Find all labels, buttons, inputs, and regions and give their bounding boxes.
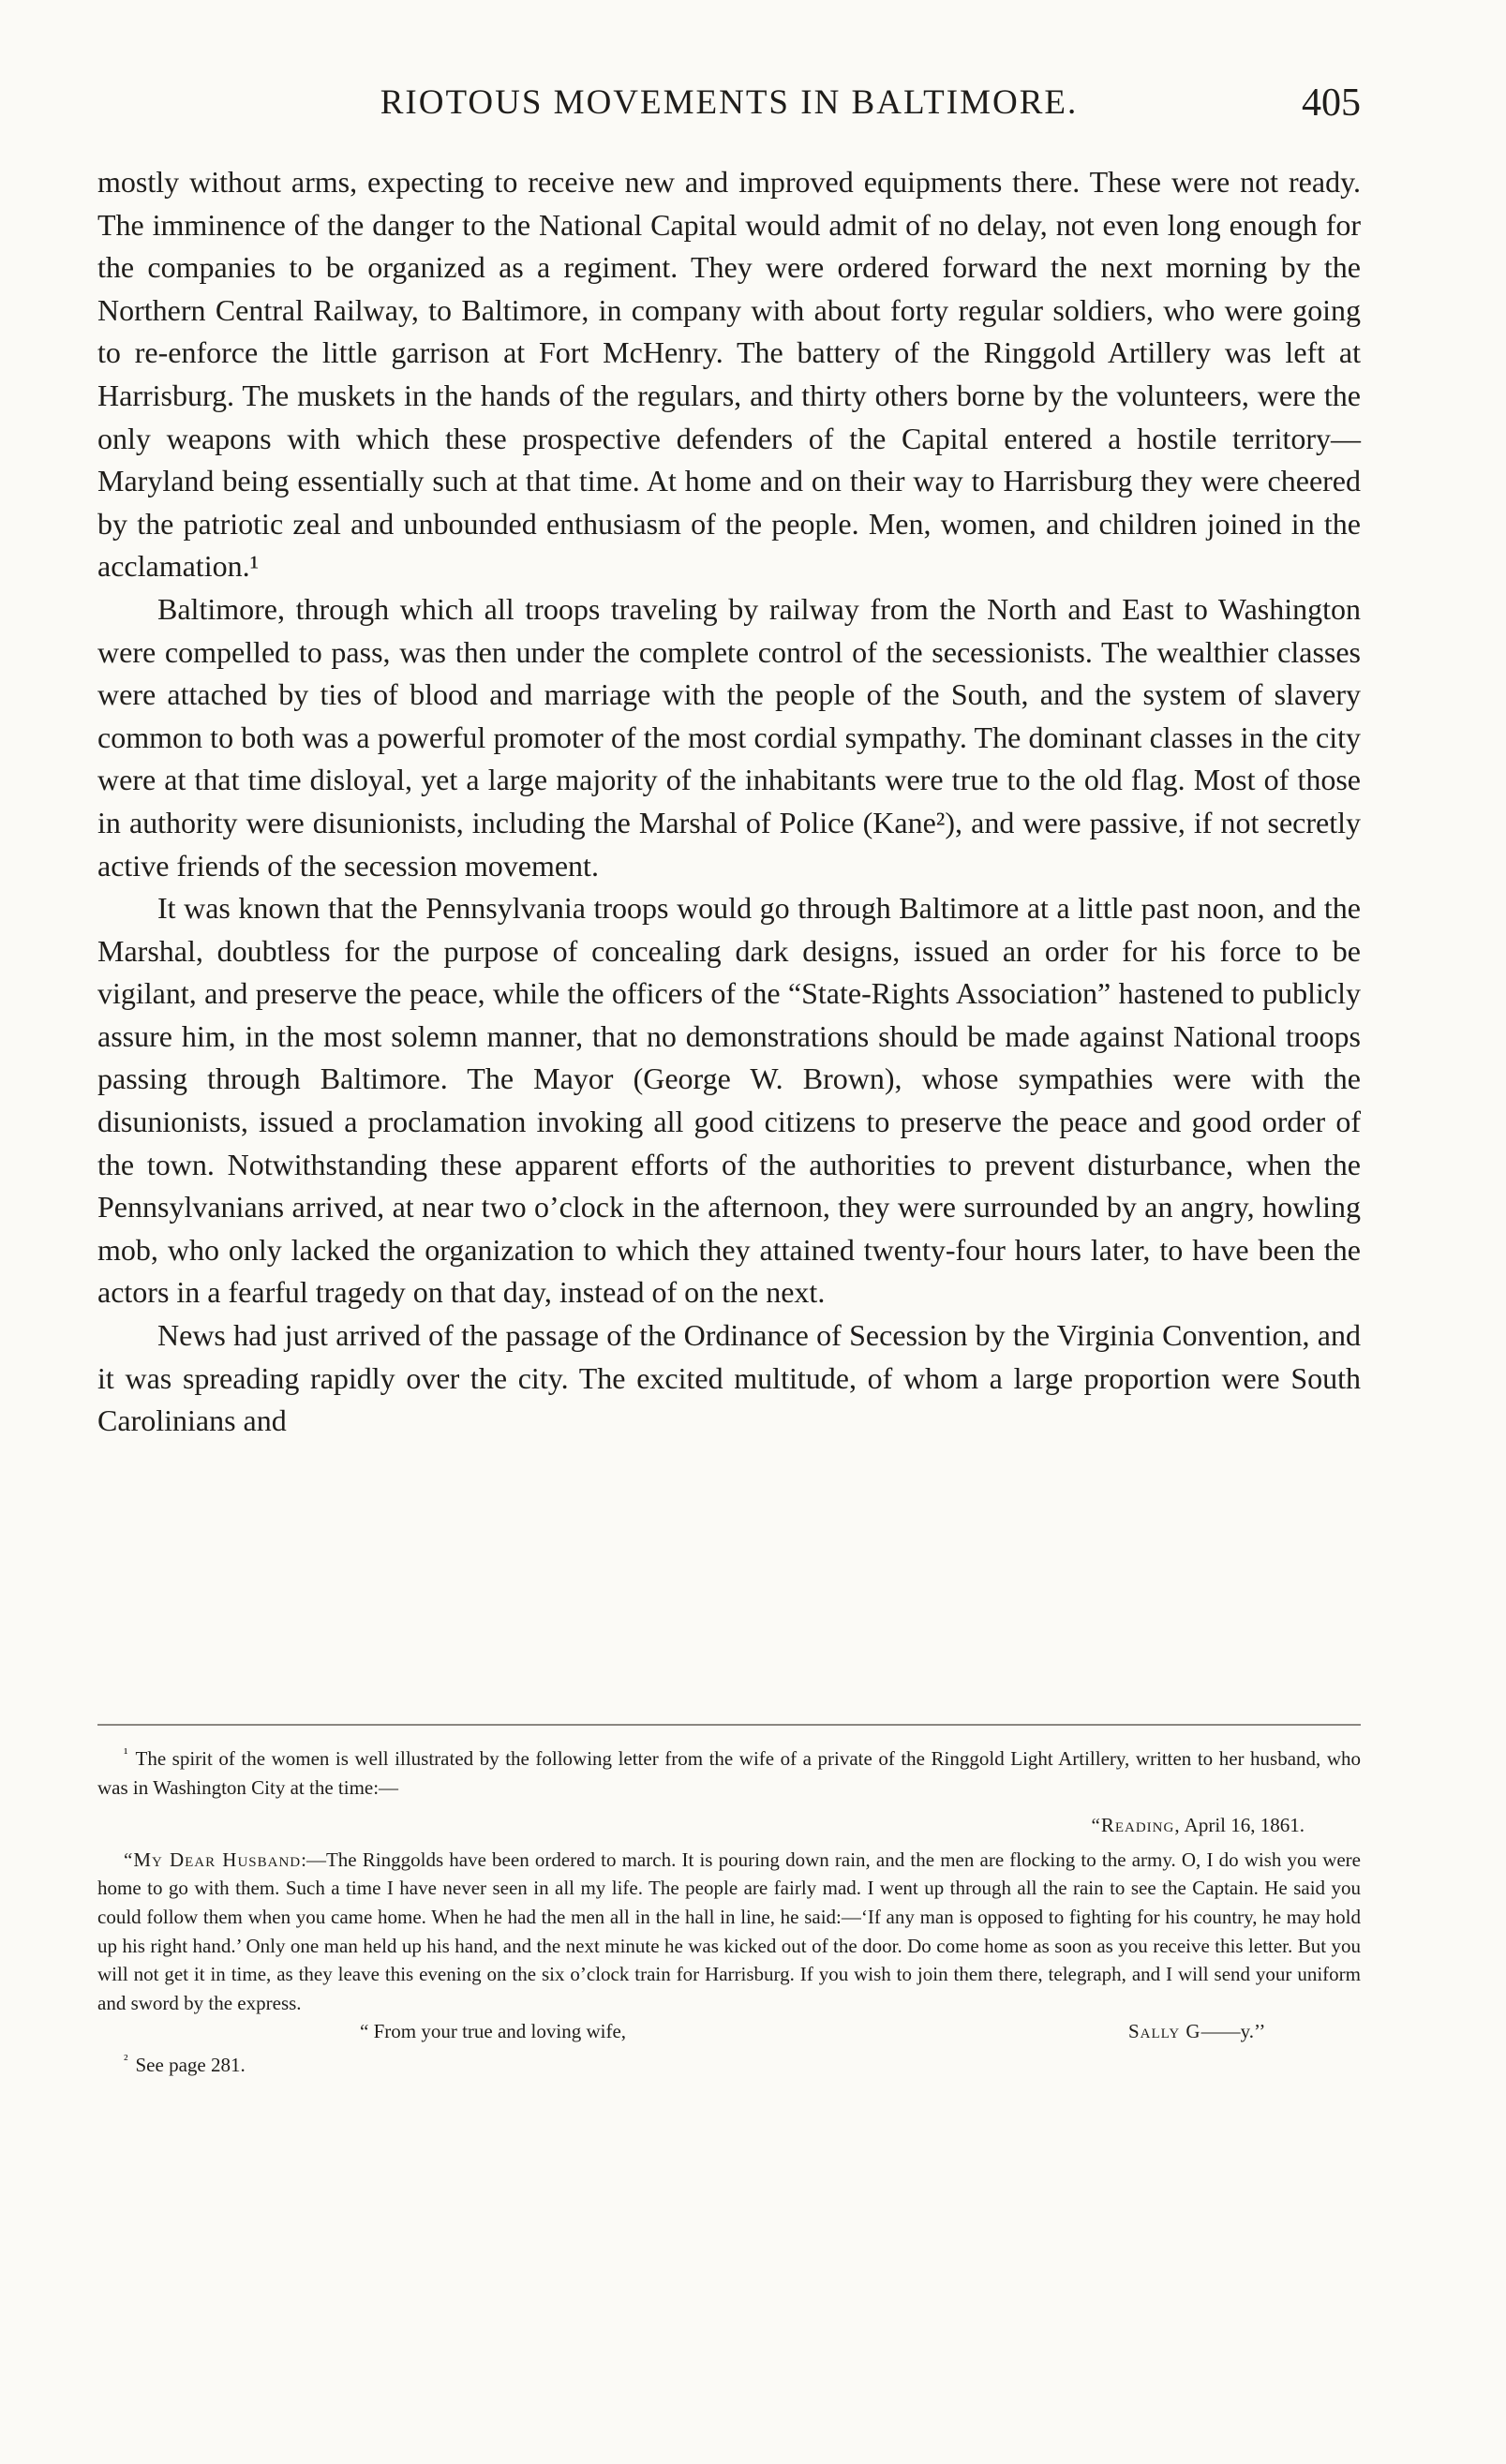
paragraph-3: It was known that the Pennsylvania troops would go through Baltimore at a little past noon, and the Marshal, doubtless for the purpose of concealing dark designs, issued an order for his force to be vigilant, and preserve the peace, while the officers of the “State-Rights Association” hastened to publicly assure him, in the most solemn manner, that no demonstrations should be made against National troops passing through Baltimore. The Mayor (George W. Brown), whose sympathies were with the disunionists, issued a proclamation invoking all good citizens to preserve the peace and good order of the town. Notwithstanding these apparent efforts of the authorities to prevent disturbance, when the Pennsylvanians arrived, at near two o’clock in the afternoon, they were surrounded by an angry, howling mob, who only lacked the organization to which they attained twenty-four hours later, to have been the actors in a fearful tragedy on that day, instead of on the next. (97, 891, 1361, 1310)
footnote-1-intro (97, 1744, 1361, 1802)
letter-valediction: “ From your true and loving wife, (360, 2020, 627, 2043)
letter-dateline-date: April 16, 1861. (1184, 1814, 1305, 1837)
footnote-1-intro-text: The spirit of the women is well illustrated by the following letter from the wife of a private of the Ringgold Light Artillery, written to her husband, who was in Washington City at the time:— (97, 1747, 1361, 1799)
footnotes (97, 1744, 1361, 2080)
letter-dateline-place: “Reading, (1091, 1814, 1181, 1837)
paragraph-4: News had just arrived of the passage of the Ordinance of Secession by the Virginia Convention, and it was spreading rapidly over the city. The excited multitude, of whom a large proportion were South Carolinians and (97, 1318, 1361, 1438)
running-title: RIOTOUS MOVEMENTS IN BALTIMORE. (380, 83, 1079, 122)
letter-body-text: :—The Ringgolds have been ordered to march. It is pouring down rain, and the men are flocking to the army. O, I do wish you were home to go with them. Such a time I have never seen in all my life. The people are fairly mad. I went up through all the rain to see the Captain. He said you could follow them when you came home. When he had the men all in the hall in line, he said:—‘If any man is opposed to fighting for his country, he may hold up his right hand.’ Only one man held up his hand, and the next minute he was kicked out of the door. Do come home as soon as you receive this letter. But you will not get it in time, as they leave this evening on the six o’clock train for Harrisburg. If you wish to join them there, telegraph, and I will send your uniform and sword by the express. (97, 1848, 1361, 2014)
letter-dateline (97, 1811, 1361, 1840)
letter-closing (97, 2017, 1361, 2045)
body-text (97, 161, 1361, 1443)
letter-signature-name: Sally G (1128, 2020, 1201, 2043)
running-head (97, 82, 1361, 135)
footnote-2-marker: ² (124, 2053, 128, 2069)
letter-signature (1128, 2017, 1265, 2046)
footnote-rule (97, 1724, 1361, 1726)
page-number: 405 (1302, 82, 1361, 125)
letter-salutation: “My Dear Husband (124, 1848, 302, 1871)
paragraph-2: Baltimore, through which all troops traveling by railway from the North and East to Washington were compelled to pass, was then under the complete control of the secessionists. The wealthier classes were attached by ties of blood and marriage with the people of the South, and the system of slavery common to both was a powerful promoter of the most cordial sympathy. The dominant classes in the city were at that time disloyal, yet a large majority of the inhabitants were true to the old flag. Most of those in authority were disunionists, including the Marshal of Police (Kane²), and were passive, if not secretly active friends of the secession movement. (97, 591, 1361, 883)
footnote-2-text: See page 281. (135, 2054, 246, 2077)
letter-signature-rest: ——y.’’ (1200, 2020, 1266, 2043)
paragraph-1: mostly without arms, expecting to receive new and improved equipments there. These were not ready. The imminence of the danger to the National Capital would admit of no delay, not even long enough for the companies to be organized as a regiment. They were ordered forward the next morning by the Northern Central Railway, to Baltimore, in company with about forty regular soldiers, who were going to re-enforce the little garrison at Fort McHenry. The battery of the Ringgold Artillery was left at Harrisburg. The muskets in the hands of the regulars, and thirty others borne by the volunteers, were the only weapons with which these prospective defenders of the Capital entered a hostile territory—Maryland being essentially such at that time. At home and on their way to Harrisburg they were cheered by the patriotic zeal and unbounded enthusiasm of the people. Men, women, and children joined in the acclamation.¹ (97, 165, 1361, 584)
footnote-2 (97, 2051, 1361, 2080)
letter-body (97, 1846, 1361, 2018)
footnote-1-marker: ¹ (124, 1746, 128, 1761)
